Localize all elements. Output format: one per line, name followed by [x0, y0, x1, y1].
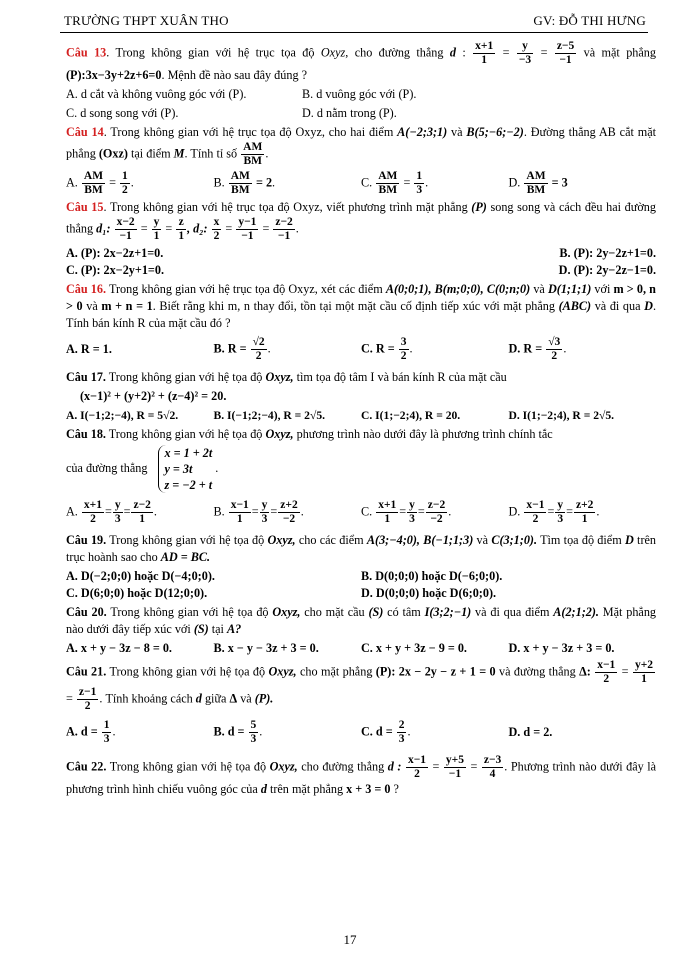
answer-row — [66, 245, 656, 262]
answer-d: D. $\frac{x-1}{2}$ = $\frac{y}{3}$ = $\frac{z+2}{1}$ . — [508, 499, 600, 525]
question-21: Câu 21. Trong không gian với hệ tọa độ Oxyz, cho mặt phẳng (P): 2x − 2y − z + 1 = 0 và đường thẳng Δ: $\frac{x-1}{2}$ = $\frac{y+2}{1}$ = $\frac{z-1}{2}$ . Tính khoảng cách d giữa Δ và (P). — [66, 659, 653, 712]
answer-row — [66, 407, 656, 424]
answer-c: C. I(1;−2;4), R = 20. — [361, 409, 461, 422]
question-19: Câu 19. Trong không gian với hệ tọa độ Oxyz, cho các điểm A(3;−4;0), B(−1;1;3) và C(3;1;0). Tìm tọa độ điểm D trên trục hoành sao cho AD = BC. — [66, 533, 657, 564]
question-label: Câu 13 — [66, 45, 107, 60]
answer-d: D. D(0;0;0) hoặc D(6;0;0). — [361, 586, 497, 600]
answer-row — [66, 719, 656, 746]
question-20: Câu 20. Trong không gian với hệ tọa độ Oxyz, cho mặt cầu (S) có tâm I(3;2;−1) và đi qua điểm A(2;1;2). Mặt phẳng nào dưới đây tiếp xúc với (S) tại A? — [66, 605, 657, 636]
answer-c: C. d = $\frac{2}{3}$ . — [361, 719, 411, 745]
question-label: Câu 21. — [66, 664, 107, 679]
answer-c: C. d song song với (P). — [66, 106, 179, 120]
answer-a: A. $\frac{AM}{BM}$ = $\frac{1}{2}$ . — [66, 170, 134, 196]
page-header — [60, 10, 648, 33]
question-label: Câu 19. — [66, 533, 107, 547]
answer-a: A. D(−2;0;0) hoặc D(−4;0;0). — [66, 569, 215, 583]
sphere-equation: (x−1)² + (y+2)² + (z−4)² = 20. — [80, 389, 227, 403]
question-label: Câu 15 — [66, 200, 104, 214]
question-label: Câu 18. — [66, 427, 106, 441]
line-system: của đường thẳng x = 1 + 2t y = 3t z = −2 + t . — [66, 446, 219, 492]
answer-c: C. $\frac{AM}{BM}$ = $\frac{1}{3}$ . — [361, 170, 429, 196]
answer-b: B. R = $\frac{√2}{2}$ . — [213, 336, 271, 362]
answer-b: B. d = $\frac{5}{3}$ . — [213, 719, 263, 745]
question-14: Câu 14. Trong không gian với hệ trục tọa độ Oxyz, cho hai điểm A(−2;3;1) và B(5;−6;−2). Đường thẳng AB cắt mặt phẳng (Oxz) tại điểm M. Tính tỉ số $\frac{AM}{BM}$ . — [66, 125, 656, 167]
answer-d: D. R = $\frac{√3}{2}$ . — [508, 336, 567, 362]
answer-d: D. $\frac{AM}{BM}$ = 3 — [508, 170, 568, 196]
answer-row — [66, 336, 656, 363]
answer-row — [66, 86, 656, 103]
answer-d: D. I(1;−2;4), R = 2√5. — [508, 409, 615, 422]
answer-d: D. x + y − 3z + 3 = 0. — [508, 641, 615, 655]
answer-row — [66, 640, 656, 657]
answer-a: A. d cắt và không vuông góc với (P). — [66, 87, 247, 101]
answer-b: B. (P): 2y−2z+1=0. — [559, 246, 656, 260]
page-number: 17 — [343, 932, 357, 947]
answer-row — [66, 170, 656, 197]
question-label: Câu 16. — [66, 282, 107, 296]
answer-d: D. d nằm trong (P). — [302, 106, 397, 120]
answer-b: B. $\frac{AM}{BM}$ = 2. — [213, 170, 276, 196]
answer-a: A. x + y − 3z − 8 = 0. — [66, 641, 172, 655]
answer-c: C. D(6;0;0) hoặc D(12;0;0). — [66, 586, 208, 600]
answer-d: D. (P): 2y−2z−1=0. — [558, 263, 656, 277]
answer-b: B. d vuông góc với (P). — [302, 87, 417, 101]
answer-d: D. d = 2. — [508, 725, 553, 739]
question-13: Câu 13. Trong không gian với hệ trục tọa độ Oxyz, cho đường thẳng d : $\frac{x+1}{1}$ = $\frac{y}{-3}$ = $\frac{z-5}{-1}$ và mặt phẳng (P):3x−3y+2z+6=0. Mệnh đề nào sau đây đúng ? — [66, 40, 656, 82]
answer-row — [66, 105, 656, 122]
answer-c: C. x + y + 3z − 9 = 0. — [361, 641, 467, 655]
question-label: Câu 22. — [66, 759, 107, 774]
answer-c: C. (P): 2x−2y+1=0. — [66, 263, 165, 277]
answer-a: A. $\frac{x+1}{2}$ = $\frac{y}{3}$ = $\frac{z-2}{1}$ . — [66, 499, 157, 525]
teacher-name: GV: ĐỖ THI HƯNG — [533, 13, 646, 28]
question-16: Câu 16. Trong không gian với hệ trục tọa độ Oxyz, xét các điểm A(0;0;1), B(m;0;0), C(0;n;0) và D(1;1;1) với m > 0, n > 0 và m + n = 1. Biết rằng khi m, n thay đổi, tồn tại một mặt cầu cố định tiếp xúc với mặt phẳng (ABC) và đi qua D. Tính bán kính R của mặt cầu đó ? — [66, 282, 656, 330]
question-22: Câu 22. Trong không gian với hệ tọa độ Oxyz, cho đường thẳng d : $\frac{x-1}{2}$ = $\frac{y+5}{-1}$ = $\frac{z-3}{4}$ . Phương trình nào dưới đây là phương trình hình chiếu vuông góc của d trên mặt phẳng x + 3 = 0 ? — [66, 754, 657, 796]
question-label: Câu 20. — [66, 605, 107, 619]
answer-a: A. R = 1. — [66, 342, 112, 356]
answer-a: A. (P): 2x−2z+1=0. — [66, 246, 164, 260]
answer-row — [66, 499, 656, 526]
answer-b: B. $\frac{x-1}{1}$ = $\frac{y}{3}$ = $\frac{z+2}{-2}$ . — [213, 499, 304, 525]
answer-c: C. R = $\frac{3}{2}$ . — [361, 336, 413, 362]
answer-b: B. x − y − 3z + 3 = 0. — [213, 641, 319, 655]
answer-c: C. $\frac{x+1}{1}$ = $\frac{y}{3}$ = $\frac{z-2}{-2}$ . — [361, 499, 452, 525]
answer-a: A. d = $\frac{1}{3}$ . — [66, 719, 116, 745]
question-label: Câu 14 — [66, 125, 104, 139]
answer-b: B. D(0;0;0) hoặc D(−6;0;0). — [361, 569, 503, 583]
answer-a: A. I(−1;2;−4), R = 5√2. — [66, 409, 179, 422]
question-18: Câu 18. Trong không gian với hệ tọa độ Oxyz, phương trình nào dưới đây là phương trình chính tắc — [66, 427, 553, 441]
question-label: Câu 17. — [66, 370, 106, 384]
question-15: Câu 15. Trong không gian với hệ trục tọa độ Oxyz, viết phương trình mặt phẳng (P) song song và cách đều hai đường thẳng d₁: $\frac{x-2}{-1}$ = $\frac{y}{1}$ = $\frac{z}{1}$ , d₂: $\frac{x}{2}$ = $\frac{y-1}{-1}$ = $\frac{z-2}{-1}$ . — [66, 200, 656, 242]
question-list — [66, 40, 656, 800]
answer-b: B. I(−1;2;−4), R = 2√5. — [213, 409, 326, 422]
question-17: Câu 17. Trong không gian với hệ tọa độ Oxyz, tìm tọa độ tâm I và bán kính R của mặt cầu — [66, 370, 507, 384]
answer-row — [66, 568, 656, 585]
answer-row — [66, 262, 656, 279]
school-name: TRƯỜNG THPT XUÂN THO — [64, 13, 229, 28]
answer-row — [66, 585, 656, 602]
